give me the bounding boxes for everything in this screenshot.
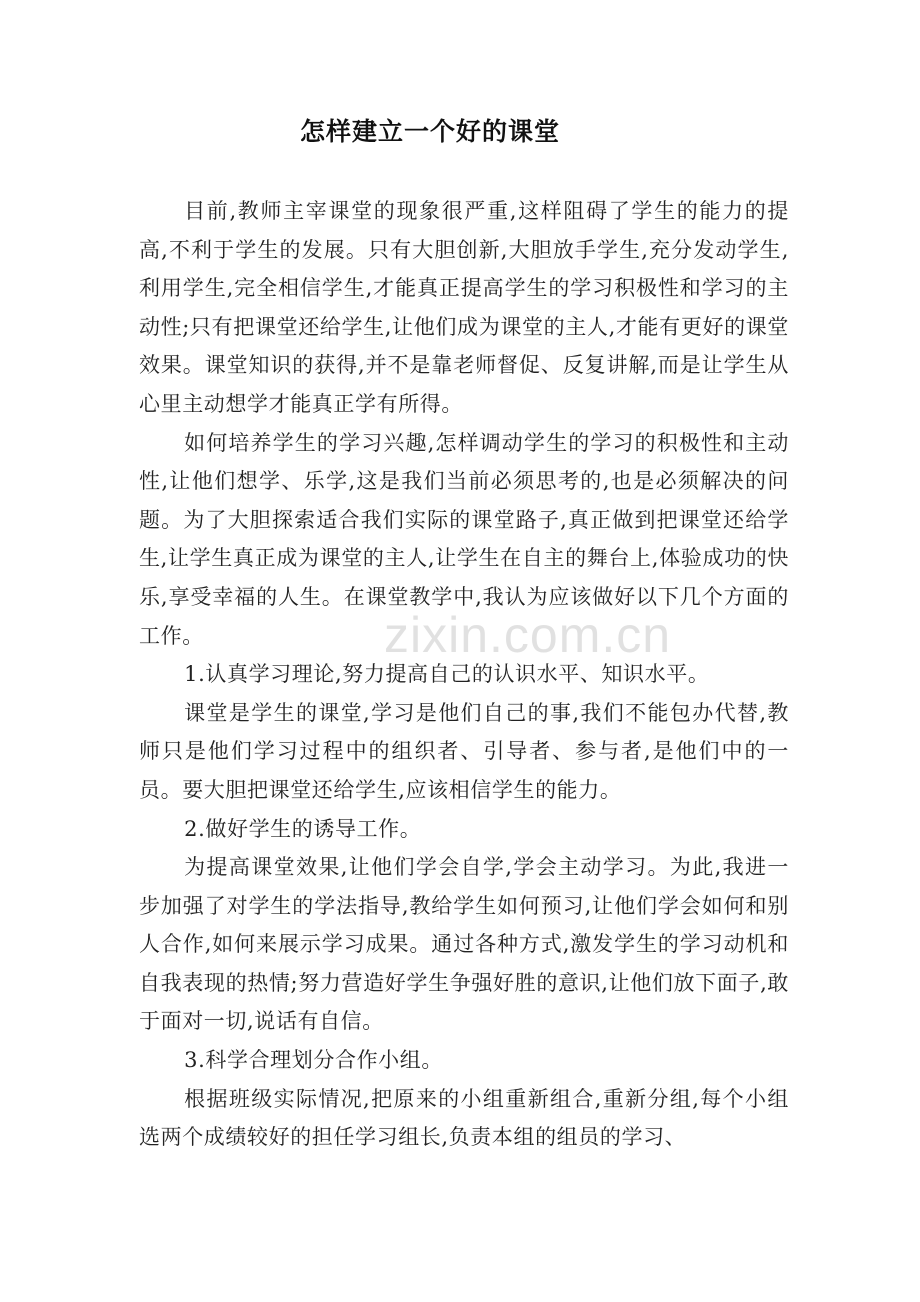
watermark: zixin.com.cn xyxy=(384,607,672,663)
section-heading: 3.科学合理划分合作小组。 xyxy=(184,1048,443,1073)
section-heading: 1.认真学习理论,努力提高自己的认识水平、知识水平。 xyxy=(184,662,710,687)
paragraph: 为提高课堂效果,让他们学会自学,学会主动学习。为此,我进一步加强了对学生的学法指导,教给学生如何预习,让他们学会如何和别人合作,如何来展示学习成果。通过各种方式,激发学生的学习动机和自我表现的热情;努力营造好学生争强好胜的意识,让他们放下面子,敢于面对一切,说话有自信。 xyxy=(139,855,789,1034)
paragraph: 课堂是学生的课堂,学习是他们自己的事,我们不能包办代替,教师只是他们学习过程中的组织者、引导者、参与者,是他们中的一员。要大胆把课堂还给学生,应该相信学生的能力。 xyxy=(139,700,789,802)
paragraph: 根据班级实际情况,把原来的小组重新组合,重新分组,每个小组选两个成绩较好的担任学习组长,负责本组的组员的学习、 xyxy=(139,1086,789,1150)
document-body xyxy=(139,192,789,1157)
paragraph: 目前,教师主宰课堂的现象很严重,这样阻碍了学生的能力的提高,不利于学生的发展。只有大胆创新,大胆放手学生,充分发动学生,利用学生,完全相信学生,才能真正提高学生的学习积极性和学习的主动性;只有把课堂还给学生,让他们成为课堂的主人,才能有更好的课堂效果。课堂知识的获得,并不是靠老师督促、反复讲解,而是让学生从心里主动想学才能真正学有所得。 xyxy=(139,199,789,416)
document-title: 怎样建立一个好的课堂 xyxy=(299,117,560,146)
paragraph: 如何培养学生的学习兴趣,怎样调动学生的学习的积极性和主动性,让他们想学、乐学,这是我们当前必须思考的,也是必须解决的问题。为了大胆探索适合我们实际的课堂路子,真正做到把课堂还给学生,让学生真正成为课堂的主人,让学生在自主的舞台上,体验成功的快乐,享受幸福的人生。在课堂教学中,我认为应该做好以下几个方面的工作。 xyxy=(139,430,789,648)
section-heading: 2.做好学生的诱导工作。 xyxy=(184,816,422,841)
